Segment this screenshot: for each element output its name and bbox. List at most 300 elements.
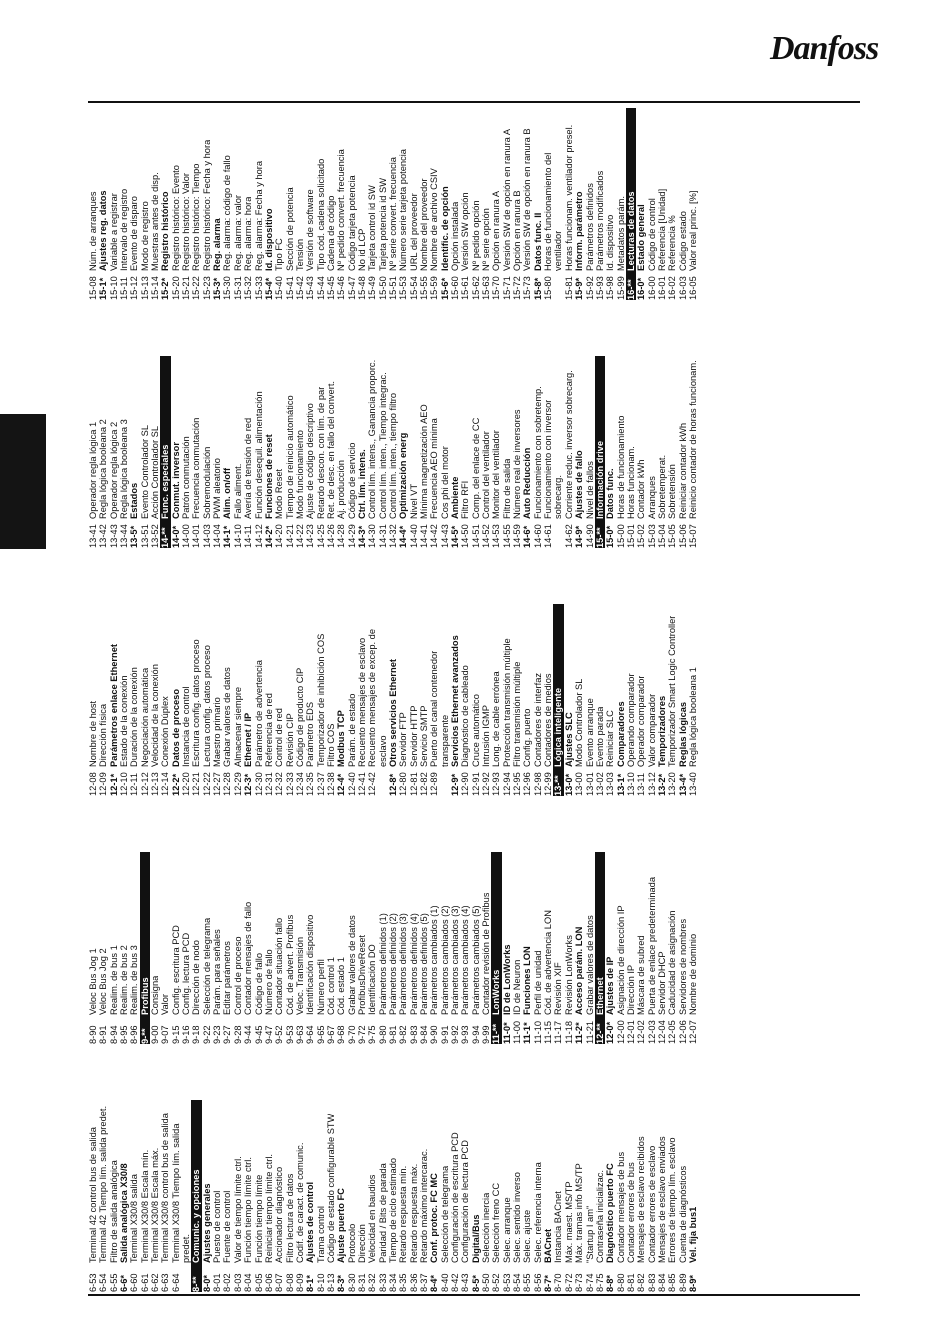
parameter-code: 12-11: [129, 772, 140, 796]
parameter-code: 8-36: [408, 1273, 419, 1292]
parameter-code: 15-59: [429, 276, 440, 300]
parameter-row: [522, 604, 532, 796]
parameter-code: 9-82: [398, 1025, 409, 1044]
parameter-code: 13-11: [636, 772, 647, 796]
parameter-code: 13-0*: [563, 773, 574, 796]
parameter-code: 15-92: [584, 276, 595, 300]
parameter-code: 12-3*: [243, 773, 254, 796]
parameter-label: No id LCP: [356, 228, 367, 271]
parameter-code: 12-81: [408, 772, 419, 796]
parameter-label: Recuento mensajes de esclavo: [356, 637, 367, 767]
parameter-row: [109, 852, 119, 1044]
parameter-label: Selección de telegrama: [201, 917, 212, 1015]
parameter-code: 15-41: [284, 276, 295, 300]
parameter-row: [295, 356, 305, 548]
parameter-code: 12-8*: [387, 773, 398, 796]
parameter-row: [88, 1100, 98, 1292]
parameter-row: [181, 108, 191, 300]
group-header: [243, 604, 253, 796]
parameter-code: 8-01: [212, 1273, 223, 1292]
parameter-label: Versión SW opción: [460, 192, 471, 271]
parameter-row: [222, 852, 232, 1044]
parameter-row: [160, 1100, 170, 1292]
group-header: [574, 356, 584, 548]
parameter-row: [636, 852, 646, 1044]
parameter-label: Inform. parámetro: [574, 191, 585, 271]
parameter-row: [171, 108, 181, 300]
parameter-code: 14-53: [491, 524, 502, 548]
parameter-code: 15-45: [325, 276, 336, 300]
parameter-label: Servidor HTTP: [408, 705, 419, 767]
parameter-row: [553, 108, 563, 300]
parameter-label: Parámetros cambiados (1): [429, 905, 440, 1015]
parameter-label: Identificación dispositivo: [305, 914, 316, 1015]
parameter-row: [647, 604, 657, 796]
parameter-label: Ajuste de código descriptivo: [305, 403, 316, 519]
parameter-code: 9-63: [294, 1025, 305, 1044]
parameter-row: [585, 852, 595, 1044]
parameter-row: [347, 852, 357, 1044]
parameter-label: Opción en ranura A: [491, 190, 502, 271]
parameter-code: 6-53: [88, 1273, 98, 1292]
parameter-row: [98, 852, 108, 1044]
parameter-code: 15-14: [150, 276, 161, 300]
parameter-code: 11-15: [543, 1020, 554, 1044]
parameter-label: Identificación DO: [367, 944, 378, 1015]
parameter-code: 15-**: [594, 527, 605, 548]
parameter-code: 8-50: [481, 1273, 492, 1292]
parameter-label: Máx. tramas info MS/TP: [574, 1163, 585, 1263]
parameter-label: esclavo: [377, 735, 388, 767]
parameter-row: [398, 108, 408, 300]
parameter-code: 11-00: [512, 1020, 523, 1044]
parameter-row: [336, 852, 346, 1044]
parameter-label: Datos func. II: [532, 212, 543, 271]
group-header: [305, 1100, 315, 1292]
group-header: [160, 108, 170, 300]
parameter-code: 15-12: [129, 276, 140, 300]
parameter-row: [88, 852, 98, 1044]
parameter-row: [367, 604, 377, 796]
parameter-label: Valor: [160, 993, 171, 1015]
parameter-row: [605, 108, 615, 300]
group-header: [357, 356, 367, 548]
parameter-row: [429, 108, 439, 300]
parameter-code: 15-32: [243, 276, 254, 300]
parameter-row: [409, 356, 419, 548]
parameter-code: 8-13: [325, 1273, 336, 1292]
parameter-code: 6-55: [108, 1273, 119, 1292]
parameter-label: Estado general: [636, 204, 647, 271]
parameter-label: Reiniciar contador kWh: [677, 422, 688, 519]
parameter-row: [191, 604, 201, 796]
parameter-list-page: [88, 104, 860, 1292]
parameter-label: Reg. alarma: hora: [243, 196, 254, 271]
parameter-code: 14-10: [232, 524, 243, 548]
parameter-label: Datos func.: [605, 468, 616, 519]
parameter-label: Ajustes SLC: [563, 712, 574, 767]
parameter-code: 9-07: [160, 1025, 171, 1044]
group-header: [398, 356, 408, 548]
parameter-row: [295, 604, 305, 796]
parameter-row: [109, 108, 119, 300]
parameter-label: Recuento mensajes de excep. de: [367, 629, 378, 767]
group-header: [657, 604, 667, 796]
parameter-label: Selec. sentido inverso: [512, 1172, 523, 1263]
parameter-row: [564, 852, 574, 1044]
section-header: [626, 108, 636, 300]
parameter-row: [585, 604, 595, 796]
parameter-row: [419, 604, 429, 796]
parameter-label: Realim. de bus 2: [119, 945, 130, 1015]
parameter-code: 16-01: [656, 276, 667, 300]
parameter-row: [564, 356, 574, 548]
parameter-label: Control lím. inten., tiempo filtro: [387, 392, 398, 519]
parameter-code: 15-93: [594, 276, 605, 300]
parameter-code: 8-74: [584, 1273, 595, 1292]
parameter-label: Sobretensión: [667, 464, 678, 519]
parameter-label: Selec. ajuste: [522, 1209, 533, 1263]
parameter-label: Funciones LON: [522, 946, 533, 1015]
parameter-code: 11-2*: [574, 1022, 585, 1044]
parameter-row: [419, 356, 429, 548]
parameter-label: Retardo respuesta máx.: [408, 1163, 419, 1263]
parameter-row: [502, 604, 512, 796]
parameter-label: Operador comparador: [636, 675, 647, 767]
parameter-row: [336, 356, 346, 548]
parameter-label: Ajustes de fallo: [574, 450, 585, 519]
parameter-code: 9-80: [377, 1025, 388, 1044]
parameter-code: 16-00: [646, 276, 657, 300]
parameter-row: [202, 108, 212, 300]
parameter-label: Nº pedido convert. frecuencia: [336, 149, 347, 271]
parameter-row: [616, 108, 626, 300]
parameter-code: 15-0*: [605, 525, 616, 548]
parameter-row: [367, 852, 377, 1044]
parameter-row: [326, 852, 336, 1044]
parameter-code: 14-6*: [522, 525, 533, 548]
parameter-label: Aj. producción: [336, 460, 347, 519]
parameter-code: 8-03: [232, 1273, 243, 1292]
parameter-label: Parámetros definidos (4): [408, 913, 419, 1015]
parameter-label: predet.: [181, 1234, 192, 1263]
parameter-code: 16-05: [687, 276, 698, 300]
group-header: [522, 356, 532, 548]
parameter-code: 8-82: [636, 1273, 647, 1292]
parameter-code: 14-28: [336, 524, 347, 548]
parameter-row: [533, 356, 543, 548]
parameter-row: [119, 356, 129, 548]
parameter-code: 14-60: [532, 524, 543, 548]
parameter-code: 14-52: [481, 524, 492, 548]
parameter-label: Código de control: [646, 198, 657, 271]
parameter-label: BACnet: [543, 1228, 554, 1263]
parameter-label: Horas funcionam.: [625, 446, 636, 519]
parameter-row: [440, 852, 450, 1044]
parameter-code: 14-**: [160, 527, 171, 548]
parameter-label: Nº serie opción: [481, 208, 492, 271]
parameter-row: [181, 356, 191, 548]
parameter-code: 11-17: [553, 1020, 564, 1044]
parameter-code: 11-1*: [522, 1022, 533, 1044]
parameter-label: Regla lógica booleana 2: [98, 419, 109, 519]
parameter-label: Diagnóstico puerto FC: [605, 1163, 616, 1263]
parameter-row: [305, 604, 315, 796]
parameter-row: [533, 604, 543, 796]
parameter-label: Parámetros definidos (1): [377, 913, 388, 1015]
parameter-code: 8-34: [387, 1273, 398, 1292]
parameter-row: [667, 852, 677, 1044]
parameter-code: 14-26: [325, 524, 336, 548]
parameter-label: Paridad / Bits de parada: [377, 1163, 388, 1263]
parameter-code: 12-21: [191, 772, 202, 796]
parameter-row: [212, 356, 222, 548]
parameter-label: Ethernet / IP: [243, 712, 254, 767]
parameter-code: 8-75: [594, 1273, 605, 1292]
parameter-code: 15-62: [470, 276, 481, 300]
parameter-label: Modo Reset: [274, 468, 285, 519]
parameter-label: Config. escritura PCD: [170, 925, 181, 1015]
parameter-code: 8-7*: [543, 1274, 554, 1292]
parameter-row: [274, 356, 284, 548]
parameter-label: Regla lógica booleana 3: [119, 419, 130, 519]
parameter-row: [285, 1100, 295, 1292]
parameter-row: [595, 1100, 605, 1292]
parameter-code: 12-80: [398, 772, 409, 796]
parameter-label: Perfil de unidad: [532, 950, 543, 1015]
parameter-row: [409, 1100, 419, 1292]
parameter-row: [678, 356, 688, 548]
parameter-label: Función desequil. alimentación: [253, 391, 264, 519]
parameter-code: 13-20: [667, 772, 678, 796]
parameter-label: Instancia BACnet: [553, 1191, 564, 1263]
parameter-row: [119, 852, 129, 1044]
parameter-label: Id. dispositivo: [605, 214, 616, 271]
parameter-label: Terminal X30/8 Escala máx.: [150, 1147, 161, 1263]
parameter-row: [285, 852, 295, 1044]
parameter-label: Muestras antes de disp.: [150, 172, 161, 271]
parameter-row: [378, 852, 388, 1044]
parameter-label: Código de estado configurable STW: [325, 1113, 336, 1263]
parameter-code: 15-44: [315, 276, 326, 300]
parameter-row: [585, 108, 595, 300]
parameter-row: [616, 1100, 626, 1292]
parameter-code: 15-53: [398, 276, 409, 300]
parameter-label: Parámetros cambiados (4): [460, 905, 471, 1015]
parameter-label: ventilador: [553, 230, 564, 271]
parameter-row: [88, 604, 98, 796]
parameter-row: [491, 1100, 501, 1292]
parameter-code: 15-01: [625, 524, 636, 548]
parameter-code: 12-10: [119, 772, 130, 796]
parameter-code: 9-53: [284, 1025, 295, 1044]
parameter-label: Patrón conmutación: [181, 436, 192, 519]
parameter-label: Escritura config. datos proceso: [191, 639, 202, 767]
parameter-row: [222, 108, 232, 300]
parameter-code: 12-38: [325, 772, 336, 796]
parameter-label: Versión SW de opción en ranura B: [522, 128, 533, 271]
parameter-label: Retardo descon. con lím. de par: [315, 386, 326, 519]
parameter-label: Filtro COS: [325, 723, 336, 767]
parameter-code: 13-10: [625, 772, 636, 796]
parameter-code: 8-83: [646, 1273, 657, 1292]
parameter-code: 13-1*: [615, 773, 626, 796]
parameter-code: 13-03: [605, 772, 616, 796]
parameter-code: 8-81: [625, 1273, 636, 1292]
parameter-label: Referencia de red: [263, 693, 274, 767]
parameter-code: 12-1*: [108, 773, 119, 796]
parameter-row: [471, 852, 481, 1044]
parameter-code: 14-22: [294, 524, 305, 548]
parameter-code: 8-35: [398, 1273, 409, 1292]
parameter-row: [657, 356, 667, 548]
parameter-label: Contadores de medios: [543, 673, 554, 767]
parameter-label: Función tiempo límite: [253, 1174, 264, 1263]
parameter-code: 14-9*: [574, 525, 585, 548]
parameter-code: 6-60: [129, 1273, 140, 1292]
parameter-row: [471, 356, 481, 548]
parameter-code: 8-96: [129, 1025, 140, 1044]
parameter-label: Terminal X30/8 Escala mín.: [139, 1149, 150, 1263]
parameter-label: Alim. on/off: [222, 467, 233, 519]
parameter-row: [316, 604, 326, 796]
parameter-code: 6-64: [170, 1273, 181, 1292]
parameter-code: 14-41: [419, 524, 429, 548]
group-header: [264, 108, 274, 300]
group-header: [336, 604, 346, 796]
parameter-label: Velocidad de la conexión: [150, 664, 161, 767]
parameter-code: 14-00: [181, 524, 192, 548]
group-header: [574, 852, 584, 1044]
parameter-row: [491, 108, 501, 300]
parameter-label: Cód. de advertencia LON: [543, 910, 554, 1015]
parameter-row: [285, 356, 295, 548]
parameter-code: 12-28: [222, 772, 233, 796]
parameter-label: Almacenar siempre: [232, 686, 243, 767]
parameter-label: Nº pedido opción: [470, 200, 481, 271]
parameter-code: 8-**: [191, 1276, 202, 1292]
group-header: [678, 604, 688, 796]
parameter-row: [678, 1100, 688, 1292]
parameter-code: 15-98: [605, 276, 616, 300]
parameter-row: [336, 108, 346, 300]
parameter-label: Puesto de control: [212, 1190, 223, 1263]
parameter-row: [254, 356, 264, 548]
parameter-label: Funciones de reset: [263, 434, 274, 519]
parameter-label: Comparadores: [615, 701, 626, 767]
parameter-label: Función tiempo límite ctrl.: [243, 1157, 254, 1263]
parameter-code: 8-52: [491, 1273, 502, 1292]
parameter-label: Parámetros definidos (5): [419, 913, 429, 1015]
group-header: [574, 108, 584, 300]
parameter-code: 14-40: [408, 524, 419, 548]
parameter-label: Grabar valores de datos: [346, 915, 357, 1015]
parameter-label: Long. de cable errónea: [491, 671, 502, 767]
parameter-row: [636, 356, 646, 548]
parameter-code: 11-0*: [501, 1022, 512, 1044]
parameter-label: Reinicio contador de horas funcionam.: [687, 360, 698, 519]
parameter-label: Nombre de archivo CSIV: [429, 168, 440, 271]
parameter-label: Funcionamiento con inversor: [543, 399, 554, 519]
parameter-code: 14-12: [253, 524, 264, 548]
parameter-code: 15-05: [667, 524, 678, 548]
parameter-row: [647, 356, 657, 548]
parameter-label: Arranques: [646, 476, 657, 519]
parameter-row: [533, 1100, 543, 1292]
parameter-code: 9-75: [367, 1025, 378, 1044]
parameter-code: 14-43: [439, 524, 450, 548]
parameter-code: 9-81: [387, 1025, 398, 1044]
parameter-code: 16-**: [625, 279, 636, 300]
parameter-label: Evento arranque: [584, 698, 595, 767]
parameter-row: [460, 604, 470, 796]
parameter-label: Tiempo de ciclo estimado: [387, 1157, 398, 1263]
parameter-code: 15-2*: [160, 277, 171, 300]
parameter-label: Operador regla lógica 1: [88, 421, 98, 519]
parameter-code: 8-32: [367, 1273, 378, 1292]
parameter-code: 12-04: [656, 1020, 667, 1044]
parameter-label: Realim. de bus 1: [108, 945, 119, 1015]
parameter-code: 8-40: [439, 1273, 450, 1292]
parameter-row: [378, 108, 388, 300]
parameter-code: 15-48: [356, 276, 367, 300]
parameter-code: 15-43: [305, 276, 316, 300]
parameter-code: 15-4*: [263, 277, 274, 300]
parameter-code: 12-35: [305, 772, 316, 796]
parameter-code: 8-43: [460, 1273, 471, 1292]
parameter-code: 14-50: [460, 524, 471, 548]
parameter-code: 14-90: [584, 524, 595, 548]
parameter-code: 15-11: [119, 276, 130, 300]
parameter-code: 15-03: [646, 524, 657, 548]
parameter-row: [181, 604, 191, 796]
parameter-row: [667, 356, 677, 548]
parameter-row: [543, 356, 553, 548]
parameter-code: 9-91: [439, 1025, 450, 1044]
parameter-code: 12-91: [470, 772, 481, 796]
parameter-code: 9-64: [305, 1025, 316, 1044]
parameter-code: 8-31: [356, 1273, 367, 1292]
parameter-label: Profibus: [139, 977, 150, 1015]
parameter-code: 12-95: [512, 772, 523, 796]
parameter-label: Consigna: [150, 975, 161, 1015]
parameter-row: [357, 1100, 367, 1292]
group-header: [336, 1100, 346, 1292]
parameter-label: Revisión LonWorks: [563, 935, 574, 1015]
parameter-row: [440, 356, 450, 548]
parameter-label: Contador revisión de Profibus: [481, 892, 492, 1015]
parameter-row: [254, 108, 264, 300]
parameter-label: Control de proceso: [232, 936, 243, 1015]
parameter-code: 15-50: [377, 276, 388, 300]
parameter-row: [357, 852, 367, 1044]
parameter-label: Asignación de dirección IP: [615, 905, 626, 1015]
parameter-code: 12-06: [677, 1020, 688, 1044]
parameter-code: 13-2*: [656, 773, 667, 796]
parameter-code: 8-04: [243, 1273, 254, 1292]
parameter-code: 15-1*: [98, 277, 109, 300]
parameter-code: 15-40: [274, 276, 285, 300]
parameter-row: [191, 108, 201, 300]
parameter-label: Variable a registrar: [108, 193, 119, 271]
section-header: [553, 604, 563, 796]
parameter-code: 12-08: [88, 772, 98, 796]
parameter-label: Evento de disparo: [129, 196, 140, 271]
parameter-row: [140, 356, 150, 548]
parameter-code: 12-14: [160, 772, 171, 796]
parameter-label: Control de red: [274, 708, 285, 767]
parameter-label: Caducidad de asignación: [667, 910, 678, 1015]
